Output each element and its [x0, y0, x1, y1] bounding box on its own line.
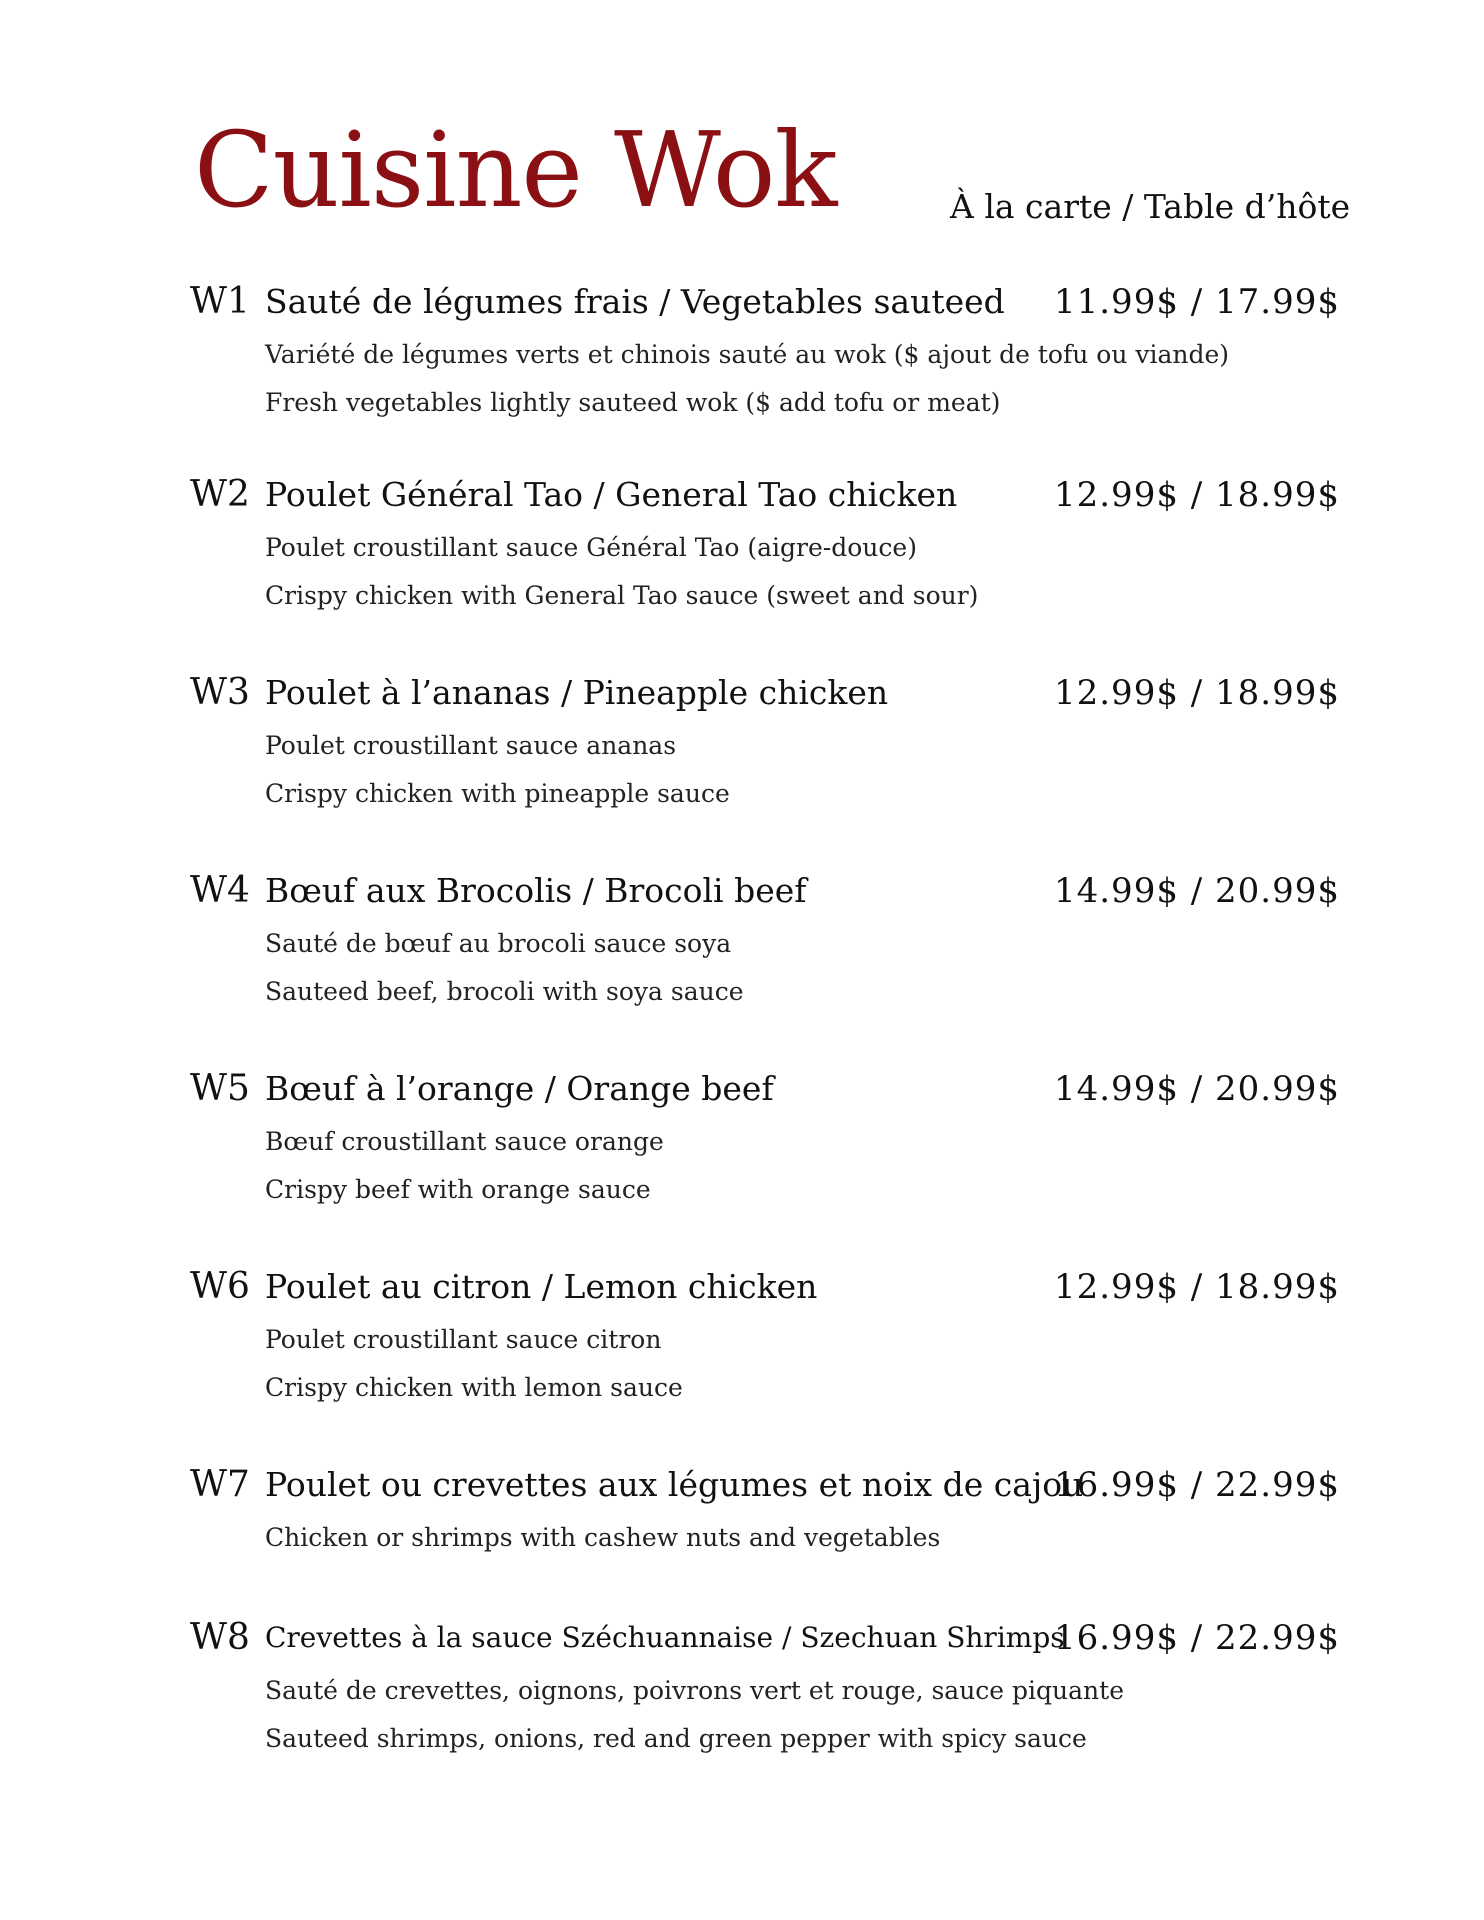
item-description-fr: Bœuf croustillant sauce orange — [265, 1127, 664, 1156]
menu-item-w2 — [190, 473, 1340, 619]
item-description-fr: Variété de légumes verts et chinois sauté au wok ($ ajout de tofu ou viande) — [265, 340, 1230, 369]
item-name: Poulet ou crevettes aux légumes et noix de cajou — [265, 1465, 1084, 1504]
item-description-en: Crispy chicken with pineapple sauce — [265, 779, 730, 808]
item-code: W8 — [190, 1617, 250, 1658]
item-code: W7 — [190, 1464, 250, 1505]
item-description-fr: Poulet croustillant sauce citron — [265, 1325, 662, 1354]
item-description-fr: Sauté de bœuf au brocoli sauce soya — [265, 929, 732, 958]
item-code: W6 — [190, 1266, 250, 1307]
menu-item-w7 — [190, 1463, 1340, 1561]
item-code: W1 — [190, 281, 250, 322]
item-description-fr: Poulet croustillant sauce ananas — [265, 731, 677, 760]
item-price: 16.99$ / 22.99$ — [1053, 1618, 1340, 1658]
menu-item-w3 — [190, 671, 1340, 817]
item-name: Bœuf à l’orange / Orange beef — [265, 1069, 774, 1108]
item-price: 12.99$ / 18.99$ — [1053, 673, 1340, 713]
item-description-fr: Poulet croustillant sauce Général Tao (aigre-douce) — [265, 533, 917, 562]
item-price: 16.99$ / 22.99$ — [1053, 1465, 1340, 1505]
item-description-en: Chicken or shrimps with cashew nuts and vegetables — [265, 1523, 941, 1552]
item-code: W2 — [190, 474, 250, 515]
menu-item-w6 — [190, 1265, 1340, 1411]
item-description-en: Crispy beef with orange sauce — [265, 1175, 651, 1204]
item-description-en: Crispy chicken with General Tao sauce (sweet and sour) — [265, 581, 979, 610]
item-description-en: Crispy chicken with lemon sauce — [265, 1373, 683, 1402]
item-description-en: Fresh vegetables lightly sauteed wok ($ add tofu or meat) — [265, 388, 1001, 417]
item-description-en: Sauteed beef, brocoli with soya sauce — [265, 977, 744, 1006]
menu-item-w8 — [190, 1616, 1340, 1762]
item-name: Bœuf aux Brocolis / Brocoli beef — [265, 871, 807, 910]
item-name: Sauté de légumes frais / Vegetables sauteed — [265, 282, 1005, 321]
menu-item-w1 — [190, 280, 1340, 426]
item-code: W4 — [190, 870, 250, 911]
item-price: 12.99$ / 18.99$ — [1053, 1267, 1340, 1307]
menu-item-w5 — [190, 1067, 1340, 1213]
item-price: 14.99$ / 20.99$ — [1053, 1069, 1340, 1109]
item-code: W5 — [190, 1068, 250, 1109]
menu-title: Cuisine Wok — [194, 109, 837, 231]
item-price: 11.99$ / 17.99$ — [1053, 282, 1340, 322]
item-description-en: Sauteed shrimps, onions, red and green pepper with spicy sauce — [265, 1724, 1087, 1753]
item-name: Poulet à l’ananas / Pineapple chicken — [265, 673, 889, 712]
menu-item-w4 — [190, 869, 1340, 1015]
item-name: Crevettes à la sauce Széchuannaise / Szechuan Shrimps — [265, 1621, 1065, 1654]
item-code: W3 — [190, 672, 250, 713]
item-name: Poulet au citron / Lemon chicken — [265, 1267, 818, 1306]
menu-subtitle: À la carte / Table d’hôte — [950, 187, 1351, 226]
item-price: 12.99$ / 18.99$ — [1053, 475, 1340, 515]
item-name: Poulet Général Tao / General Tao chicken — [265, 475, 958, 514]
item-description-fr: Sauté de crevettes, oignons, poivrons vert et rouge, sauce piquante — [265, 1676, 1124, 1705]
item-price: 14.99$ / 20.99$ — [1053, 871, 1340, 911]
